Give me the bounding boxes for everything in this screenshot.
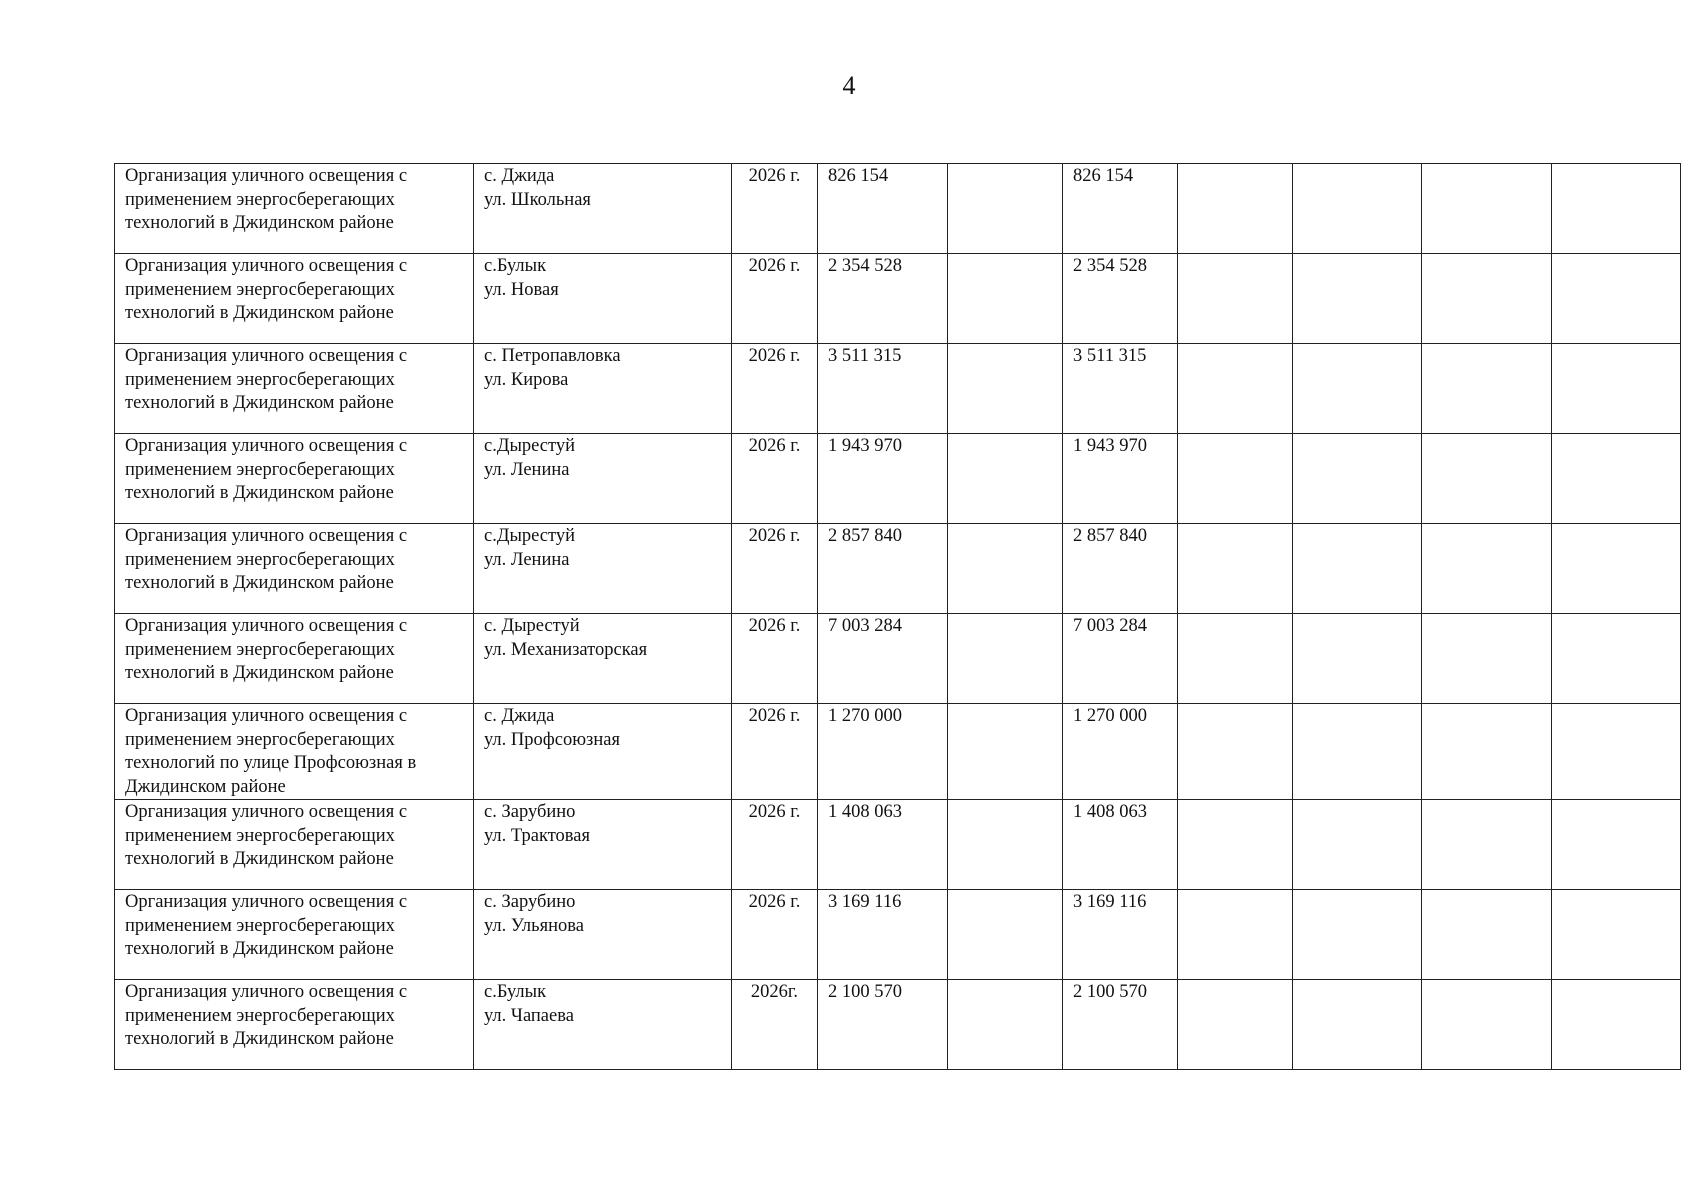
cell-empty [1293,164,1422,254]
cell-amount-2: 2 100 570 [1063,980,1178,1070]
table-row [115,434,1681,524]
cell-amount-2: 1 408 063 [1063,800,1178,890]
cell-empty [948,800,1063,890]
cell-empty [1422,254,1552,344]
cell-empty [1552,704,1681,800]
cell-year: 2026 г. [732,704,818,800]
cell-empty [1293,704,1422,800]
cell-description: Организация уличного освещения с применением энергосберегающих технологий в Джидинском районе [115,434,474,524]
cell-empty [1178,434,1293,524]
table-row [115,164,1681,254]
cell-empty [1178,614,1293,704]
cell-empty [1552,524,1681,614]
cell-amount-2: 1 270 000 [1063,704,1178,800]
cell-amount: 3 511 315 [818,344,948,434]
cell-empty [948,434,1063,524]
cell-amount-2: 2 857 840 [1063,524,1178,614]
cell-description: Организация уличного освещения с применением энергосберегающих технологий в Джидинском районе [115,524,474,614]
cell-empty [1422,434,1552,524]
cell-empty [1293,800,1422,890]
cell-amount: 2 857 840 [818,524,948,614]
table-body [115,164,1681,1070]
cell-empty [1422,800,1552,890]
table-row [115,890,1681,980]
cell-empty [1293,890,1422,980]
table-row [115,344,1681,434]
cell-amount: 3 169 116 [818,890,948,980]
cell-empty [1552,434,1681,524]
table-row [115,614,1681,704]
cell-empty [948,614,1063,704]
cell-amount-2: 1 943 970 [1063,434,1178,524]
cell-empty [1178,980,1293,1070]
cell-location: с. Джида ул. Профсоюзная [474,704,732,800]
cell-location: с. Зарубино ул. Трактовая [474,800,732,890]
cell-empty [1293,254,1422,344]
cell-empty [1552,890,1681,980]
cell-amount: 2 100 570 [818,980,948,1070]
cell-empty [948,344,1063,434]
cell-empty [948,704,1063,800]
cell-empty [1178,890,1293,980]
cell-amount-2: 826 154 [1063,164,1178,254]
cell-description: Организация уличного освещения с применением энергосберегающих технологий в Джидинском районе [115,800,474,890]
cell-amount: 2 354 528 [818,254,948,344]
cell-empty [948,254,1063,344]
cell-year: 2026г. [732,980,818,1070]
cell-location: с.Булык ул. Новая [474,254,732,344]
cell-empty [1293,614,1422,704]
cell-empty [1178,254,1293,344]
cell-location: с.Дырестуй ул. Ленина [474,524,732,614]
cell-empty [1293,344,1422,434]
cell-empty [1178,344,1293,434]
cell-description: Организация уличного освещения с применением энергосберегающих технологий в Джидинском районе [115,890,474,980]
cell-empty [1422,344,1552,434]
cell-empty [1422,980,1552,1070]
cell-amount: 7 003 284 [818,614,948,704]
cell-empty [1293,980,1422,1070]
cell-empty [1552,614,1681,704]
table-row [115,524,1681,614]
cell-empty [1178,524,1293,614]
cell-location: с.Дырестуй ул. Ленина [474,434,732,524]
cell-empty [948,980,1063,1070]
cell-amount-2: 7 003 284 [1063,614,1178,704]
cell-empty [948,164,1063,254]
cell-empty [1552,800,1681,890]
cell-year: 2026 г. [732,254,818,344]
cell-empty [1293,524,1422,614]
cell-empty [1422,704,1552,800]
cell-description: Организация уличного освещения с применением энергосберегающих технологий в Джидинском районе [115,254,474,344]
table-row [115,980,1681,1070]
cell-amount-2: 3 169 116 [1063,890,1178,980]
funding-table [114,163,1681,1070]
cell-empty [1552,164,1681,254]
cell-empty [1178,164,1293,254]
cell-empty [1422,524,1552,614]
page-number: 4 [842,71,856,100]
cell-empty [1422,890,1552,980]
cell-empty [948,524,1063,614]
cell-amount: 1 408 063 [818,800,948,890]
cell-location: с. Петропавловка ул. Кирова [474,344,732,434]
cell-empty [1422,164,1552,254]
cell-description: Организация уличного освещения с применением энергосберегающих технологий в Джидинском районе [115,344,474,434]
cell-empty [1422,614,1552,704]
cell-description: Организация уличного освещения с применением энергосберегающих технологий по улице Профсоюзная в Джидинском районе [115,704,474,800]
cell-empty [1552,980,1681,1070]
cell-description: Организация уличного освещения с применением энергосберегающих технологий в Джидинском районе [115,164,474,254]
cell-year: 2026 г. [732,614,818,704]
cell-empty [1293,434,1422,524]
cell-location: с. Зарубино ул. Ульянова [474,890,732,980]
cell-amount: 1 943 970 [818,434,948,524]
cell-year: 2026 г. [732,164,818,254]
cell-amount: 826 154 [818,164,948,254]
cell-empty [1178,800,1293,890]
cell-year: 2026 г. [732,344,818,434]
cell-description: Организация уличного освещения с применением энергосберегающих технологий в Джидинском районе [115,980,474,1070]
table-row [115,800,1681,890]
cell-location: с. Дырестуй ул. Механизаторская [474,614,732,704]
cell-amount-2: 3 511 315 [1063,344,1178,434]
cell-description: Организация уличного освещения с применением энергосберегающих технологий в Джидинском районе [115,614,474,704]
cell-year: 2026 г. [732,434,818,524]
cell-location: с. Джида ул. Школьная [474,164,732,254]
cell-amount-2: 2 354 528 [1063,254,1178,344]
cell-empty [1552,254,1681,344]
table-row [115,254,1681,344]
cell-empty [1178,704,1293,800]
cell-location: с.Булык ул. Чапаева [474,980,732,1070]
cell-empty [948,890,1063,980]
cell-year: 2026 г. [732,524,818,614]
table-row [115,704,1681,800]
cell-year: 2026 г. [732,890,818,980]
cell-amount: 1 270 000 [818,704,948,800]
cell-empty [1552,344,1681,434]
cell-year: 2026 г. [732,800,818,890]
